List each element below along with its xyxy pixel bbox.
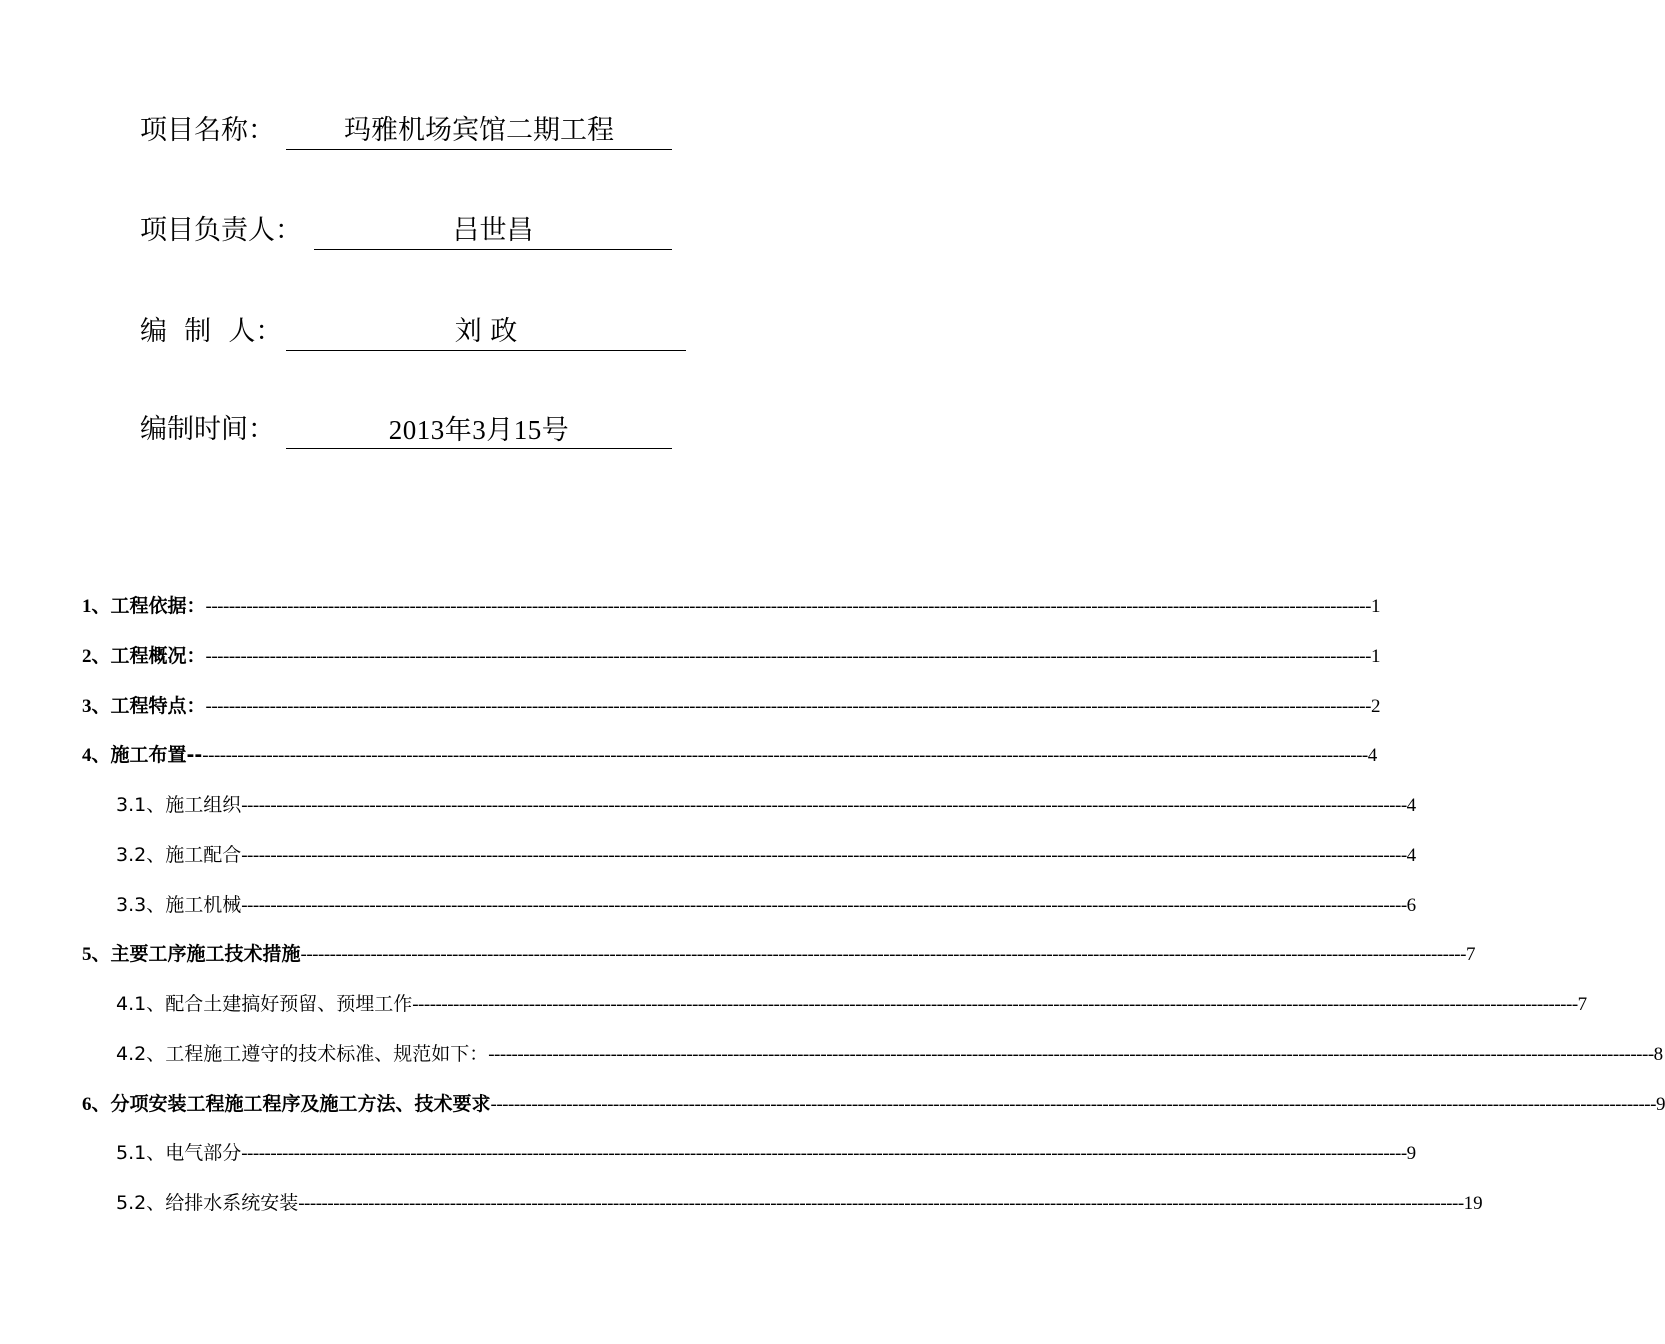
project-name-label: 项目名称： (140, 115, 275, 146)
toc-entry[interactable] (82, 691, 1381, 718)
toc-entry-page: 6 (1406, 895, 1417, 916)
date-value-line (286, 412, 672, 449)
toc-entry-page: 1 (1370, 596, 1381, 617)
toc-leader-dots: -------------------------------------------------------------------------------------------------------------------------------------------------------------------------------------------------------- (205, 596, 1371, 617)
toc-entry-title: 工程概况： (110, 645, 206, 667)
toc-entry-page: 2 (1370, 696, 1381, 717)
toc-entry-title: 工程施工遵守的技术标准、规范如下： (165, 1043, 489, 1065)
toc-entry[interactable] (116, 1039, 1664, 1066)
toc-entry-title: 工程依据： (110, 595, 206, 617)
editor-label: 编 制 人： (140, 316, 283, 347)
toc-entry-title: 施工配合 (165, 844, 242, 866)
toc-entry[interactable] (82, 591, 1381, 618)
toc-entry-title: 配合土建搞好预留、预埋工作 (165, 993, 413, 1015)
toc-leader-dots: -------------------------------------------------------------------------------------------------------------------------------------------------------------------------------------------------------- (205, 696, 1371, 717)
toc-entry-number: 4、 (82, 745, 111, 766)
toc-entry-number: 5.2、 (116, 1192, 166, 1214)
toc-entry[interactable] (116, 989, 1588, 1016)
toc-entry-page: 1 (1370, 646, 1381, 667)
manager-field (140, 213, 534, 249)
toc-entry[interactable] (116, 890, 1417, 917)
project-name-field (140, 113, 614, 149)
toc-entry-page: 7 (1577, 994, 1588, 1015)
project-name-value: 玛雅机场宾馆二期工程 (344, 115, 614, 146)
toc-entry[interactable] (116, 790, 1417, 817)
toc-leader-dots: -------------------------------------------------------------------------------------------------------------------------------------------------------------------------------------------------------- (202, 745, 1368, 766)
toc-entry[interactable] (82, 939, 1476, 966)
editor-value: 刘 政 (454, 316, 518, 347)
toc-leader-dots: -------------------------------------------------------------------------------------------------------------------------------------------------------------------------------------------------------- (488, 1044, 1654, 1065)
toc-entry-page: 9 (1406, 1143, 1417, 1164)
toc-entry-title: 电气部分 (165, 1142, 242, 1164)
toc-leader-dots: -------------------------------------------------------------------------------------------------------------------------------------------------------------------------------------------------------- (412, 994, 1578, 1015)
toc-entry-number: 3.1、 (116, 794, 166, 816)
toc-entry[interactable] (82, 641, 1381, 668)
date-field (140, 412, 570, 448)
toc-entry[interactable] (82, 1089, 1665, 1116)
project-name-value-line (286, 113, 672, 150)
toc-entry-title: 主要工序施工技术措施 (110, 943, 301, 965)
toc-entry-title: 施工机械 (165, 894, 242, 916)
toc-entry-title: 给排水系统安装 (165, 1192, 299, 1214)
manager-label: 项目负责人： (140, 215, 302, 246)
toc-entry-number: 3.3、 (116, 894, 166, 916)
toc-entry-number: 1、 (82, 596, 111, 617)
toc-entry-page: 7 (1465, 944, 1476, 965)
toc-entry-number: 3、 (82, 696, 111, 717)
toc-entry-number: 4.2、 (116, 1043, 166, 1065)
toc-entry-number: 3.2、 (116, 844, 166, 866)
toc-entry[interactable] (82, 740, 1378, 767)
toc-entry-number: 5.1、 (116, 1142, 166, 1164)
toc-entry-title: 工程特点： (110, 695, 206, 717)
toc-entry-page: 8 (1653, 1044, 1664, 1065)
toc-entry-number: 2、 (82, 646, 111, 667)
manager-value-line (314, 213, 672, 250)
editor-value-line (286, 314, 686, 351)
toc-entry[interactable] (116, 1138, 1417, 1165)
toc-entry[interactable] (116, 1188, 1483, 1215)
toc-entry-title: 施工布置-- (110, 744, 203, 766)
toc-leader-dots: -------------------------------------------------------------------------------------------------------------------------------------------------------------------------------------------------------- (490, 1094, 1656, 1115)
toc-leader-dots: -------------------------------------------------------------------------------------------------------------------------------------------------------------------------------------------------------- (241, 795, 1407, 816)
toc-entry-page: 19 (1463, 1193, 1483, 1214)
date-value: 2013年3月15号 (388, 415, 570, 445)
toc-entry-title: 分项安装工程施工程序及施工方法、技术要求 (110, 1093, 491, 1115)
toc-leader-dots: -------------------------------------------------------------------------------------------------------------------------------------------------------------------------------------------------------- (298, 1193, 1464, 1214)
toc-entry[interactable] (116, 840, 1417, 867)
date-label: 编制时间： (140, 414, 275, 445)
toc-entry-page: 4 (1406, 795, 1417, 816)
toc-entry-page: 4 (1406, 845, 1417, 866)
toc-entry-number: 6、 (82, 1094, 111, 1115)
manager-value: 吕世昌 (452, 215, 534, 246)
toc-entry-number: 4.1、 (116, 993, 166, 1015)
editor-field (140, 314, 518, 350)
toc-leader-dots: -------------------------------------------------------------------------------------------------------------------------------------------------------------------------------------------------------- (205, 646, 1371, 667)
toc-entry-title: 施工组织 (165, 794, 242, 816)
toc-leader-dots: -------------------------------------------------------------------------------------------------------------------------------------------------------------------------------------------------------- (300, 944, 1466, 965)
toc-leader-dots: -------------------------------------------------------------------------------------------------------------------------------------------------------------------------------------------------------- (241, 895, 1407, 916)
toc-leader-dots: -------------------------------------------------------------------------------------------------------------------------------------------------------------------------------------------------------- (241, 845, 1407, 866)
toc-entry-number: 5、 (82, 944, 111, 965)
toc-entry-page: 9 (1655, 1094, 1665, 1115)
toc-entry-page: 4 (1367, 745, 1378, 766)
toc-leader-dots: -------------------------------------------------------------------------------------------------------------------------------------------------------------------------------------------------------- (241, 1143, 1407, 1164)
